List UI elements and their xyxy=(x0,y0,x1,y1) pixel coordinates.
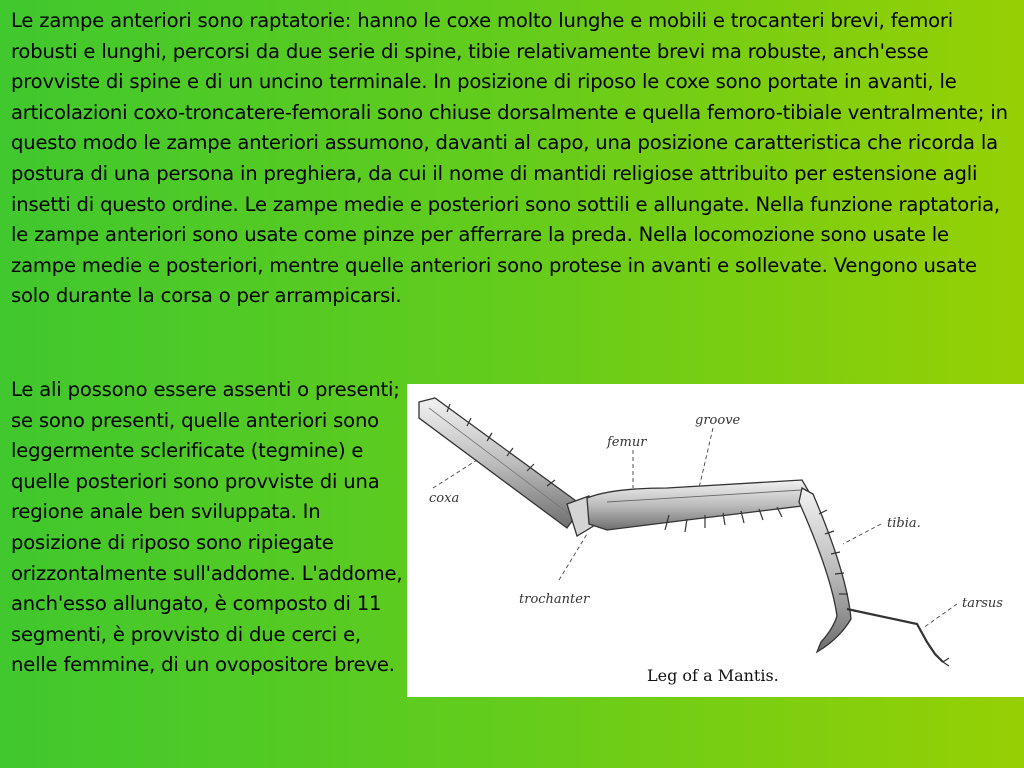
label-groove: groove xyxy=(695,413,741,428)
mantis-leg-drawing xyxy=(407,384,1024,697)
label-tarsus: tarsus xyxy=(962,596,1003,611)
label-trochanter: trochanter xyxy=(519,592,590,607)
tibia-segment xyxy=(799,488,851,652)
mantis-leg-illustration xyxy=(407,384,1024,697)
label-femur: femur xyxy=(607,435,647,450)
paragraph-legs: Le zampe anteriori sono raptatorie: hanno le coxe molto lunghe e mobili e trocanteri brevi, femori robusti e lunghi, percorsi da due serie di spine, tibie relativamente brevi ma robuste, anch'esse provviste di spine e di un uncino terminale. In posizione di riposo le coxe sono portate in avanti, le articolazioni coxo-troncatere-femorali sono chiuse dorsalmente e quella femoro-tibiale ventralmente; in questo modo le zampe anteriori assumono, davanti al capo, una posizione caratteristica che ricorda la postura di una persona in preghiera, da cui il nome di mantidi religiose attribuito per estensione agli insetti di questo ordine. Le zampe medie e posteriori sono sottili e allungate. Nella funzione raptatoria, le zampe anteriori sono usate come pinze per afferrare la preda. Nella locomozione sono usate le zampe medie e posteriori, mentre quelle anteriori sono protese in avanti e sollevate. Vengono usate solo durante la corsa o per arrampicarsi. xyxy=(11,9,1008,308)
femur-segment xyxy=(587,480,809,530)
tarsus-segment xyxy=(847,609,943,662)
paragraph-wings-abdomen: Le ali possono essere assenti o presenti; se sono presenti, quelle anteriori sono leggermente sclerificate (tegmine) e quelle posteriori sono provviste di una regione anale ben sviluppata. In posizione di riposo sono ripiegate orizzontalmente sull'addome. L'addome, anch'esso allungato, è composto di 11 segmenti, è provvisto di due cerci e, nelle femmine, di un ovopositore breve. xyxy=(11,378,403,677)
coxa-segment xyxy=(419,398,583,528)
label-tibia: tibia. xyxy=(887,516,921,531)
label-coxa: coxa xyxy=(429,491,460,506)
figure-caption: Leg of a Mantis. xyxy=(647,666,779,685)
